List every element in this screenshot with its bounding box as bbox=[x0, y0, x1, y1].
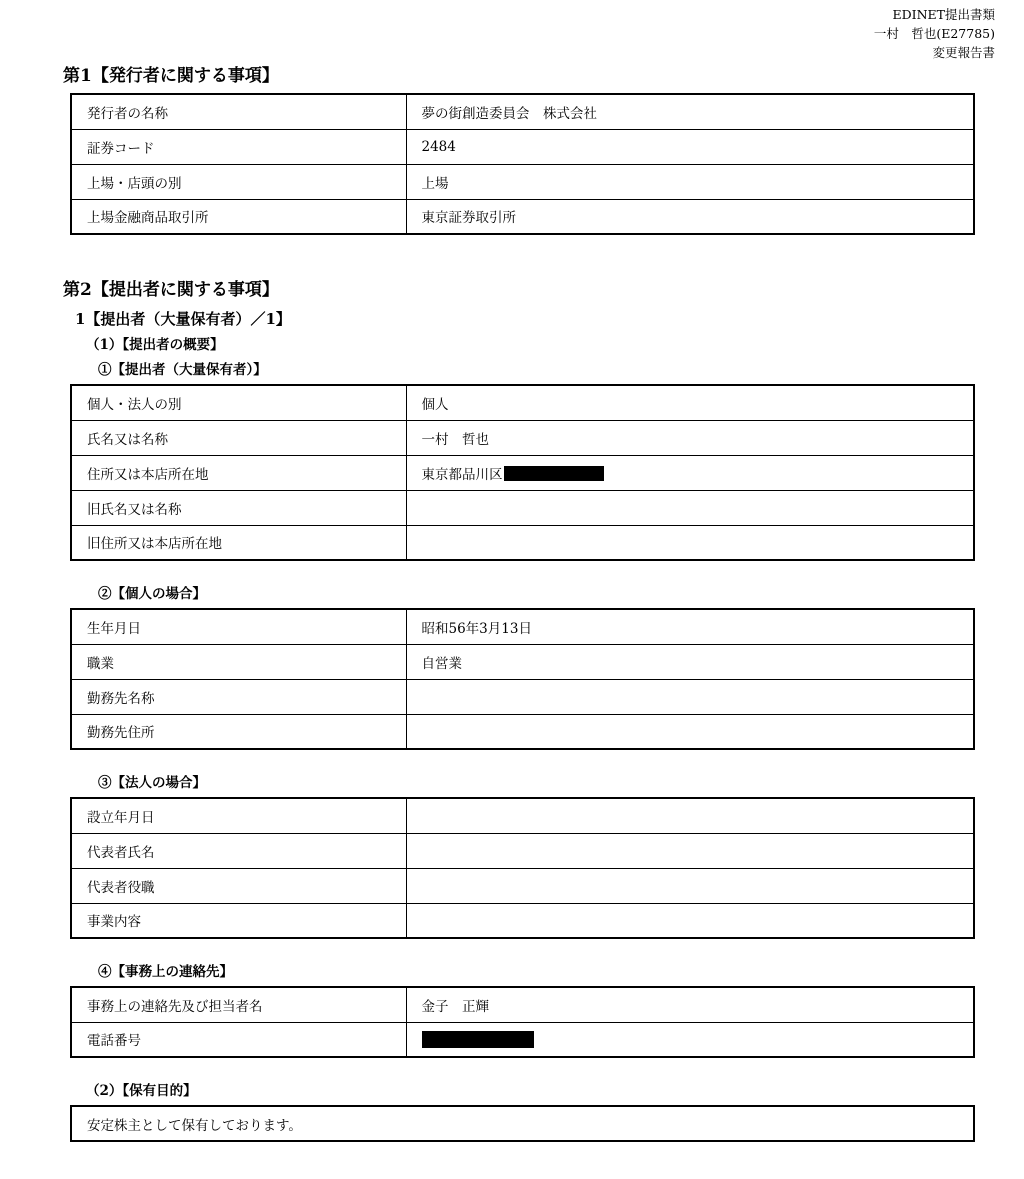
part1-title: 第1【発行者に関する事項】 bbox=[63, 66, 279, 86]
redaction-box bbox=[422, 1031, 534, 1048]
issuer-table bbox=[70, 93, 975, 235]
overview-title: （1）【提出者の概要】 bbox=[86, 337, 224, 353]
row-label: 職業 bbox=[71, 644, 406, 679]
table-row bbox=[71, 420, 974, 455]
row-label: 発行者の名称 bbox=[71, 94, 406, 129]
row-label: 勤務先名称 bbox=[71, 679, 406, 714]
row-label: 旧氏名又は名称 bbox=[71, 490, 406, 525]
row-label: 勤務先住所 bbox=[71, 714, 406, 749]
purpose-table bbox=[70, 1105, 975, 1142]
corporate-table bbox=[70, 797, 975, 939]
row-value bbox=[406, 455, 974, 490]
table-row bbox=[71, 525, 974, 560]
row-value: 個人 bbox=[406, 385, 974, 420]
header-doc-type: EDINET提出書類 bbox=[892, 7, 995, 22]
table-row bbox=[71, 798, 974, 833]
table-row bbox=[71, 714, 974, 749]
row-value bbox=[406, 903, 974, 938]
row-label: 個人・法人の別 bbox=[71, 385, 406, 420]
row-label: 上場金融商品取引所 bbox=[71, 199, 406, 234]
row-value: 夢の街創造委員会 株式会社 bbox=[406, 94, 974, 129]
header-report-name: 変更報告書 bbox=[932, 45, 995, 60]
contact-table bbox=[70, 986, 975, 1058]
document-header bbox=[0, 0, 1024, 62]
table-row bbox=[71, 609, 974, 644]
filer-table bbox=[70, 384, 975, 561]
table-row bbox=[71, 644, 974, 679]
table-row bbox=[71, 987, 974, 1022]
row-value: 一村 哲也 bbox=[406, 420, 974, 455]
row-label: 旧住所又は本店所在地 bbox=[71, 525, 406, 560]
address-text: 東京都品川区 bbox=[421, 466, 503, 483]
filer-section-title: 1【提出者（大量保有者）／1】 bbox=[75, 310, 291, 328]
row-label: 上場・店頭の別 bbox=[71, 164, 406, 199]
table-row bbox=[71, 903, 974, 938]
row-label: 生年月日 bbox=[71, 609, 406, 644]
row-value: 上場 bbox=[406, 164, 974, 199]
table-row bbox=[71, 199, 974, 234]
individual-table-title: ②【個人の場合】 bbox=[98, 586, 206, 602]
table-row bbox=[71, 868, 974, 903]
table-row bbox=[71, 455, 974, 490]
row-label: 代表者氏名 bbox=[71, 833, 406, 868]
row-label: 電話番号 bbox=[71, 1022, 406, 1057]
table-row bbox=[71, 1022, 974, 1057]
purpose-text: 安定株主として保有しております。 bbox=[71, 1106, 974, 1141]
row-label: 証券コード bbox=[71, 129, 406, 164]
row-value: 2484 bbox=[406, 129, 974, 164]
filer-table-title: ①【提出者（大量保有者）】 bbox=[98, 362, 267, 378]
individual-table bbox=[70, 608, 975, 750]
row-value bbox=[406, 490, 974, 525]
row-value bbox=[406, 798, 974, 833]
row-value bbox=[406, 868, 974, 903]
table-row bbox=[71, 385, 974, 420]
row-value bbox=[406, 833, 974, 868]
corporate-table-title: ③【法人の場合】 bbox=[98, 775, 206, 791]
row-value: 昭和56年3月13日 bbox=[406, 609, 974, 644]
row-label: 氏名又は名称 bbox=[71, 420, 406, 455]
row-label: 事務上の連絡先及び担当者名 bbox=[71, 987, 406, 1022]
table-row bbox=[71, 1106, 974, 1141]
row-value: 自営業 bbox=[406, 644, 974, 679]
row-value bbox=[406, 714, 974, 749]
table-row bbox=[71, 490, 974, 525]
table-row bbox=[71, 164, 974, 199]
row-label: 事業内容 bbox=[71, 903, 406, 938]
row-value: 東京証券取引所 bbox=[406, 199, 974, 234]
table-row bbox=[71, 679, 974, 714]
row-label: 設立年月日 bbox=[71, 798, 406, 833]
row-label: 代表者役職 bbox=[71, 868, 406, 903]
table-row bbox=[71, 129, 974, 164]
row-value bbox=[406, 679, 974, 714]
table-row bbox=[71, 94, 974, 129]
row-value: 金子 正輝 bbox=[406, 987, 974, 1022]
purpose-title: （2）【保有目的】 bbox=[86, 1083, 197, 1099]
header-filer-name: 一村 哲也(E27785) bbox=[873, 26, 995, 41]
contact-table-title: ④【事務上の連絡先】 bbox=[98, 964, 233, 980]
row-value bbox=[406, 525, 974, 560]
table-row bbox=[71, 833, 974, 868]
redaction-box bbox=[504, 466, 604, 481]
row-value bbox=[406, 1022, 974, 1057]
row-label: 住所又は本店所在地 bbox=[71, 455, 406, 490]
part2-title: 第2【提出者に関する事項】 bbox=[63, 280, 279, 300]
